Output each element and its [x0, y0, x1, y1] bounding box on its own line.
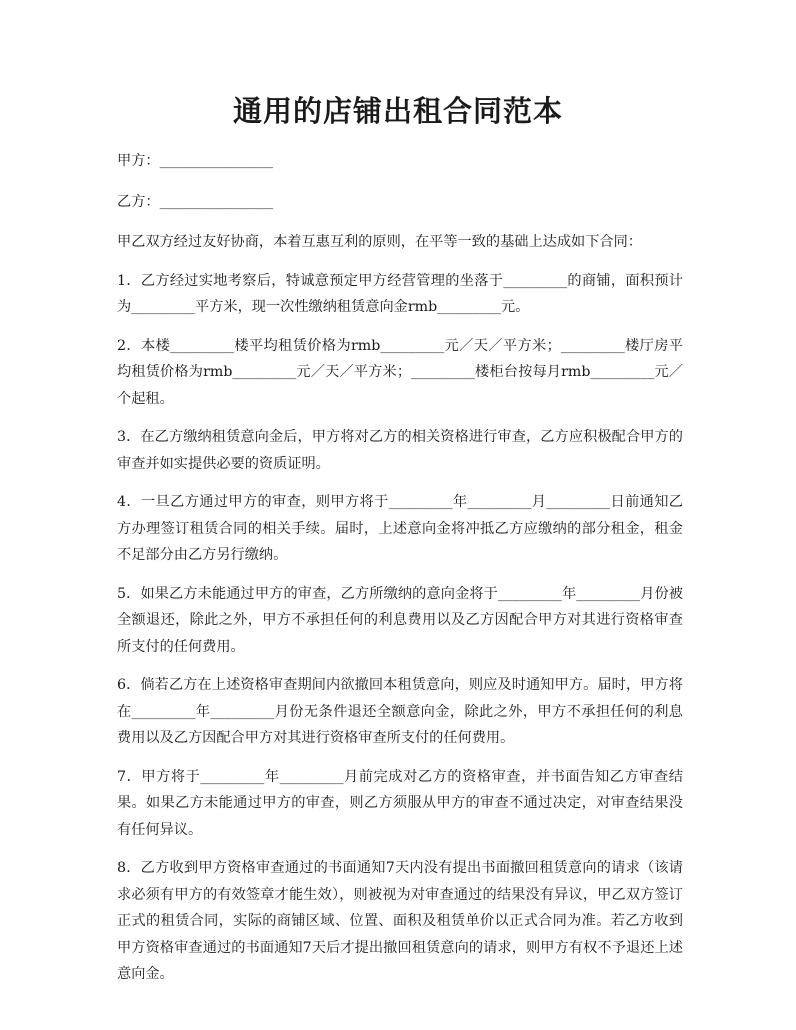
document-title: 通用的店铺出租合同范本	[232, 94, 563, 128]
clause-6: 6．倘若乙方在上述资格审查期间内欲撤回本租赁意向，则应及时通知甲方。届时，甲方将在_________年_________月份无条件退还全额意向金，除此之外，甲方不承担任何的利息费用以及乙方因配合甲方对其进行资格审查所支付的任何费用。	[117, 677, 683, 746]
document-body	[117, 148, 683, 1000]
clause-1: 1．乙方经过实地考察后，特诚意预定甲方经营管理的坐落于_________的商铺，面积预计为_________平方米，现一次性缴纳租赁意向金rmb_________元。	[117, 272, 683, 315]
clause-4: 4．一旦乙方通过甲方的审查，则甲方将于_________年_________月_________日前通知乙方办理签订租赁合同的相关手续。届时，上述意向金将冲抵乙方应缴纳的部分租金，租金不足部分由乙方另行缴纳。	[117, 494, 683, 563]
clause-2: 2．本楼_________楼平均租赁价格为rmb_________元／天／平方米；_________楼厅房平均租赁价格为rmb_________元／天／平方米；_________楼柜台按每月rmb_________元／个起租。	[117, 337, 683, 407]
clause-8: 8．乙方收到甲方资格审查通过的书面通知7天内没有提出书面撤回租赁意向的请求（该请求必须有甲方的有效签章才能生效），则被视为对审查通过的结果没有异议，甲乙双方签订正式的租赁合同，实际的商铺区域、位置、面积及租赁单价以正式合同为准。若乙方收到甲方资格审查通过的书面通知7天后才提出撤回租赁意向的请求，则甲方有权不予退还上述意向金。	[117, 860, 683, 982]
party-b-line: 乙方：________________	[117, 193, 274, 210]
party-a-line: 甲方：________________	[117, 153, 274, 169]
clause-3: 3．在乙方缴纳租赁意向金后，甲方将对乙方的相关资格进行审查，乙方应积极配合甲方的审查并如实提供必要的资质证明。	[117, 429, 683, 472]
intro-paragraph: 甲乙双方经过友好协商，本着互惠互利的原则，在平等一致的基础上达成如下合同：	[117, 234, 642, 250]
clause-5: 5．如果乙方未能通过甲方的审查，乙方所缴纳的意向金将于_________年_________月份被全额退还，除此之外，甲方不承担任何的利息费用以及乙方因配合甲方对其进行资格审查所支付的任何费用。	[117, 585, 683, 655]
clause-7: 7．甲方将于_________年_________月前完成对乙方的资格审查，并书面告知乙方审查结果。如果乙方未能通过甲方的审查，则乙方须服从甲方的审查不通过决定，对审查结果没有任何异议。	[117, 768, 683, 838]
